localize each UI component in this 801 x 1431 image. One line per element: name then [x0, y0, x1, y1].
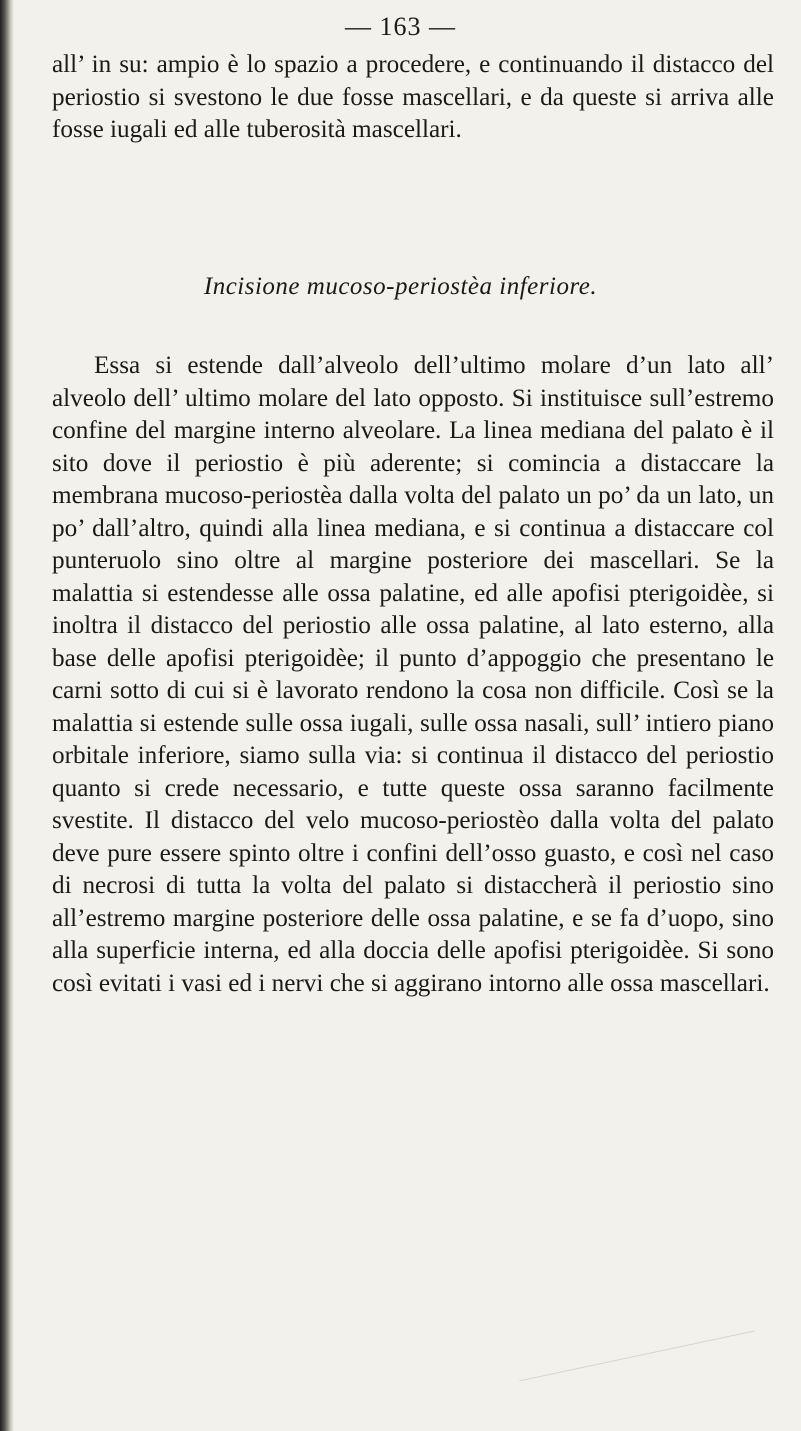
page-number: — 163 — [345, 12, 456, 41]
paragraph-intro: all’ in su: ampio è lo spazio a procedere, e continuando il distacco del periostio si svestono le due fosse mascellari, e da queste si arriva alle fosse iugali ed alle tuberosità mascellari. [52, 51, 774, 143]
section-title: Incisione mucoso-periostèa inferiore. [203, 273, 598, 300]
paragraph-body: Essa si estende dall’alveolo dell’ultimo molare d’un lato all’ alveolo dell’ ultimo molare del lato opposto. Si instituisce sull’estremo confine del margine interno alveolare. La linea mediana del palato è il sito dove il periostio è più aderente; si comincia a distaccare la membrana mucoso-periostèa dalla volta del palato un po’ da un lato, un po’ dall’altro, quindi alla linea mediana, e si continua a distaccare col punteruolo sino oltre al margine posteriore dei mascellari. Se la malattia si estendesse alle ossa palatine, ed alle apofisi pterigoidèe, si inoltra il distacco del periostio alle ossa palatine, al lato esterno, alla base delle apofisi pterigoidèe; il punto d’appoggio che presentano le carni sotto di cui si è lavorato rendono la cosa non difficile. Così se la malattia si estende sulle ossa iugali, sulle ossa nasali, sull’ intiero piano orbitale inferiore, siamo sulla via: si continua il distacco del periostio quanto si crede necessario, e tutte queste ossa saranno facilmente svestite. Il distacco del velo mucoso-periostèo dalla volta del palato deve pure essere spinto oltre i confini dell’osso guasto, e così nel caso di necrosi di tutta la volta del palato si distaccherà il periostio sino all’estremo margine posteriore delle ossa palatine, e se fa d’uopo, sino alla superficie interna, ed alla doccia delle apofisi pterigoidèe. Si sono così evitati i vasi ed i nervi che si aggirano intorno alle ossa mascellari. [52, 352, 774, 997]
book-spine-shadow [0, 0, 14, 1431]
paper-mark [519, 1330, 762, 1420]
